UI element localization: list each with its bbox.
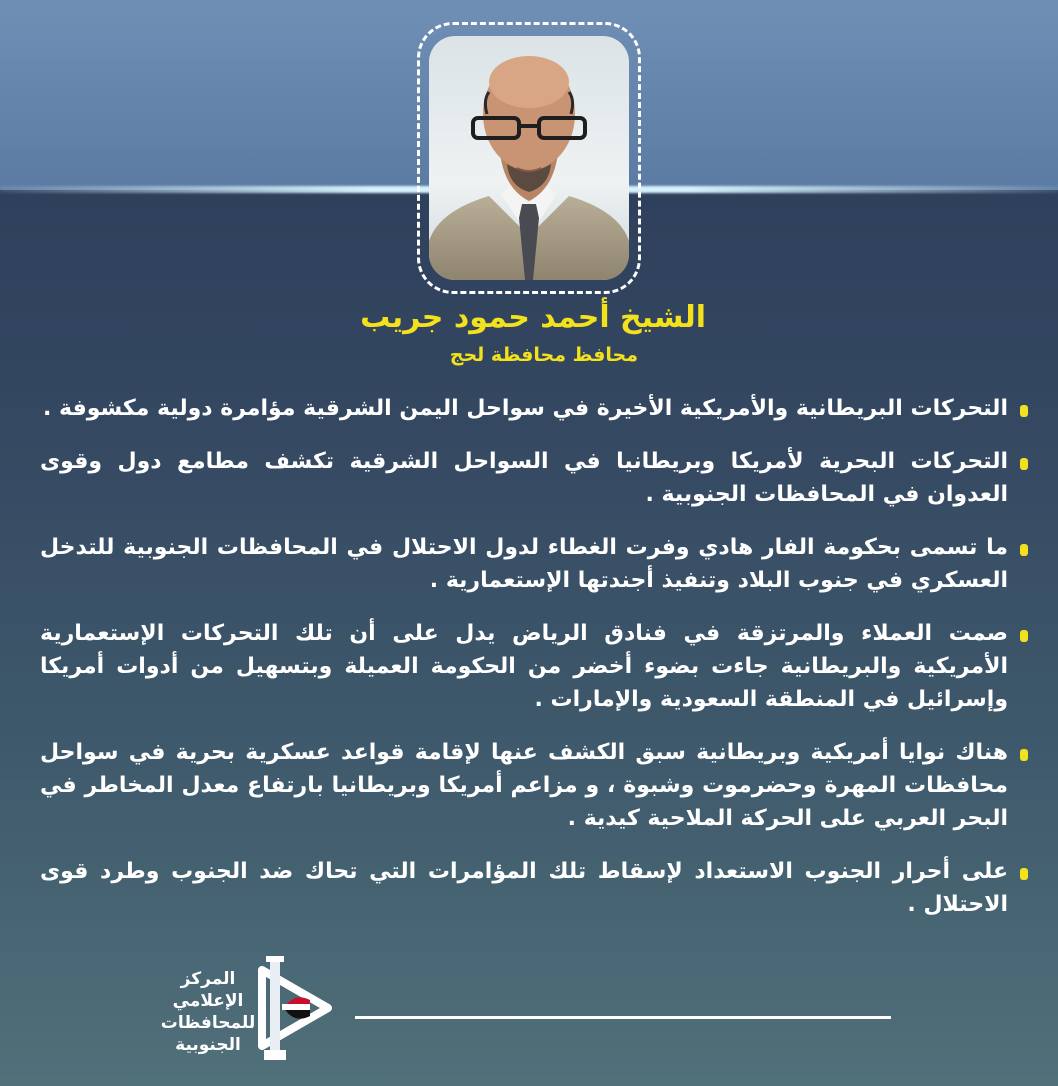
statement-text: التحركات البريطانية والأمريكية الأخيرة في سواحل اليمن الشرقية مؤامرة دولية مكشوفة . (42, 396, 1008, 421)
bullet-icon (1020, 868, 1028, 880)
logo-line: الجنوبية (175, 1035, 241, 1055)
person-role: محافظ محافظة لحج (449, 344, 638, 366)
bullet-icon (1020, 458, 1028, 470)
portrait-icon (429, 36, 629, 280)
bullet-icon (1020, 630, 1028, 642)
bullet-icon (1020, 405, 1028, 417)
logo-line: المركز (180, 969, 236, 989)
list-item (40, 617, 1030, 716)
bullet-icon (1020, 749, 1028, 761)
bullet-icon (1020, 544, 1028, 556)
list-item (40, 855, 1030, 921)
list-item (40, 531, 1030, 597)
logo-line: للمحافظات (160, 1013, 256, 1033)
statement-text: هناك نوايا أمريكية وبريطانية سبق الكشف عنها لإقامة قواعد عسكرية بحرية في سواحل محافظات المهرة وحضرموت وشبوة ، و مزاعم أمريكا وبريطانيا بارتفاع معدل المخاطر في البحر العربي على الحركة الملاحية كيدية . (40, 740, 1008, 831)
logo-text (158, 968, 258, 1056)
statement-text: التحركات البحرية لأمريكا وبريطانيا في السواحل الشرقية تكشف مطامع دول وقوى العدوان في المحافظات الجنوبية . (40, 449, 1008, 507)
list-item (40, 445, 1030, 511)
list-item (40, 736, 1030, 835)
statement-text: صمت العملاء والمرتزقة في فنادق الرياض يدل على أن تلك التحركات الإستعمارية الأمريكية والبريطانية جاءت بضوء أخضر من الحكومة العميلة وبتسهيل من أدوات أمريكا وإسرائيل في المنطقة السعودية والإمارات . (40, 621, 1008, 712)
logo-line: الإعلامي (172, 991, 244, 1011)
person-name: الشيخ أحمد حمود جريب (360, 300, 706, 335)
portrait-photo (429, 36, 629, 280)
list-item (40, 392, 1030, 425)
statement-text: ما تسمى بحكومة الفار هادي وفرت الغطاء لدول الاحتلال في المحافظات الجنوبية للتدخل العسكري في جنوب البلاد وتنفيذ أجندتها الإستعمارية . (40, 535, 1008, 593)
statement-list (40, 392, 1030, 921)
statement-text: على أحرار الجنوب الاستعداد لإسقاط تلك المؤامرات التي تحاك ضد الجنوب وطرد قوى الاحتلال . (40, 859, 1008, 917)
footer-rule (355, 1016, 891, 1019)
